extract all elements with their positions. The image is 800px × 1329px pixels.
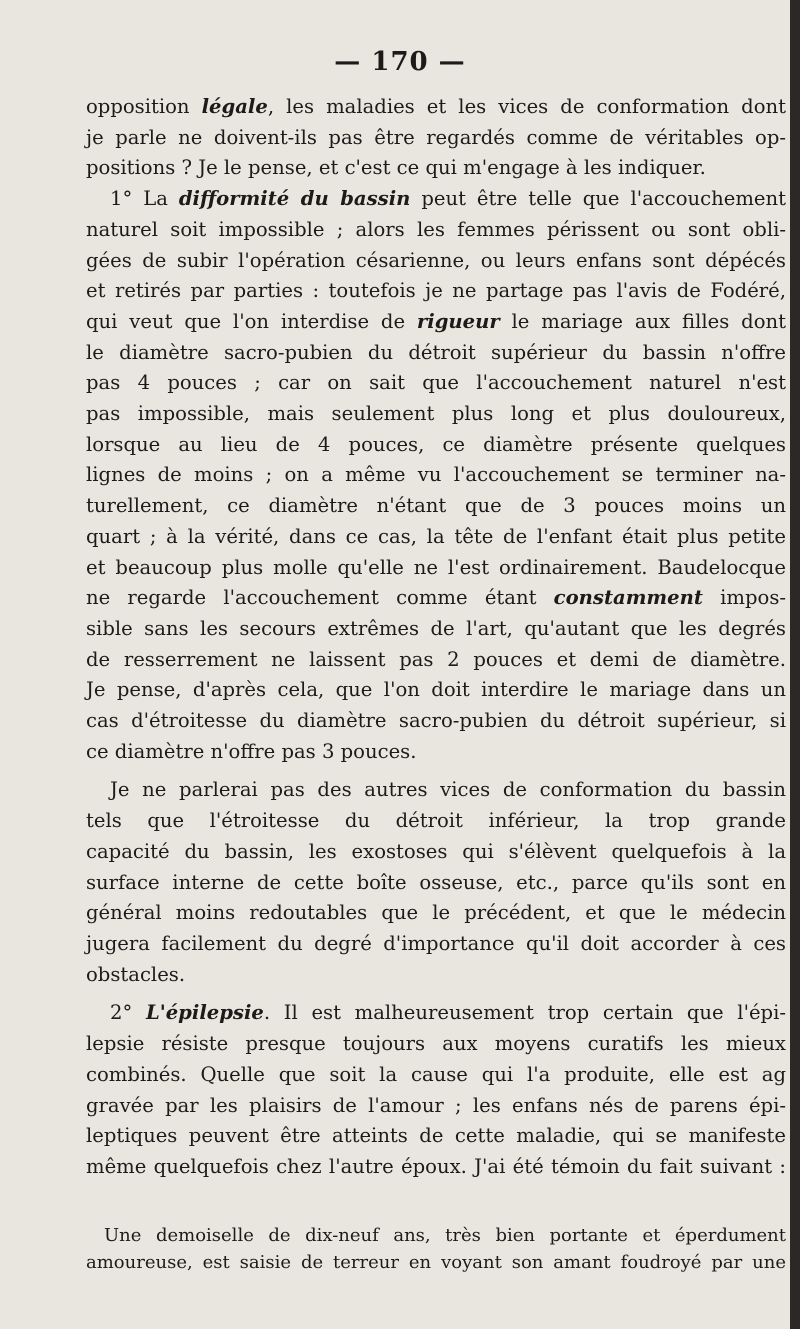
- italic-run: constamment: [553, 586, 703, 610]
- text-run: le diamètre sacro-pubien du détroit supérieur du bassin n'offre: [86, 340, 786, 364]
- text-run: surface interne de cette boîte osseuse, etc., parce qu'ils sont en: [86, 870, 786, 894]
- text-run: le mariage aux filles dont: [499, 309, 787, 333]
- text-line: [86, 645, 786, 676]
- text-run: positions ? Je le pense, et c'est ce qui m'engage à les indiquer.: [86, 156, 706, 180]
- text-line: [86, 307, 786, 338]
- text-line: [86, 153, 786, 184]
- text-line: [86, 368, 786, 399]
- text-line: [86, 1060, 786, 1091]
- text-line: [86, 837, 786, 868]
- text-run: quart ; à la vérité, dans ce cas, la tête de l'enfant était plus petite: [86, 524, 786, 548]
- text-run: lorsque au lieu de 4 pouces, ce diamètre présente quelques: [86, 432, 786, 456]
- text-run: et beaucoup plus molle qu'elle ne l'est ordinairement. Baudelocque: [86, 555, 786, 579]
- text-run: de resserrement ne laissent pas 2 pouces et demi de diamètre.: [86, 647, 786, 671]
- text-line: [86, 276, 786, 307]
- text-line: [86, 338, 786, 369]
- text-run: peut être telle que l'accouchement: [410, 187, 786, 211]
- text-line: [86, 706, 786, 737]
- text-line: [86, 1152, 786, 1183]
- footnote-line: amoureuse, est saisie de terreur en voyant son amant foudroyé par une: [86, 1252, 786, 1273]
- text-run: je parle ne doivent-ils pas être regardés comme de véritables op-: [86, 125, 786, 149]
- text-run: cas d'étroitesse du diamètre sacro-pubien du détroit supérieur, si: [86, 709, 786, 733]
- footnote-line: Une demoiselle de dix-neuf ans, très bien portante et éperdument: [104, 1225, 786, 1246]
- paragraph-gap: [86, 990, 786, 998]
- text-run: , les maladies et les vices de conformation dont: [267, 95, 786, 118]
- text-run: et retirés par parties : toutefois je ne partage pas l'avis de Fodéré,: [86, 279, 786, 303]
- text-line: [86, 460, 786, 491]
- text-run: qui veut que l'on interdise de: [86, 309, 417, 333]
- page-number: — 170 —: [334, 47, 466, 77]
- text-run: tels que l'étroitesse du détroit inférieur, la trop grande: [86, 809, 786, 833]
- text-line: [86, 614, 786, 645]
- text-run: Je pense, d'après cela, que l'on doit interdire le mariage dans un: [86, 678, 786, 702]
- page-edge-shadow: [790, 0, 800, 1329]
- text-run: . Il est malheureusement trop certain que l'épi-: [263, 1001, 786, 1025]
- text-run: Je ne parlerai pas des autres vices de conformation du bassin: [110, 778, 786, 802]
- text-run: combinés. Quelle que soit la cause qui l'a produite, elle est ag: [86, 1062, 786, 1086]
- text-run: opposition: [86, 95, 202, 118]
- text-run: gées de subir l'opération césarienne, ou leurs enfans sont dépécés: [86, 248, 786, 272]
- text-line: [86, 1091, 786, 1122]
- text-line: [86, 491, 786, 522]
- paragraph-gap: [86, 767, 786, 775]
- text-run: naturel soit impossible ; alors les femmes périssent ou sont obli-: [86, 217, 786, 241]
- footnote: [86, 1222, 786, 1276]
- text-line: [86, 583, 786, 614]
- text-line: [86, 868, 786, 899]
- text-line: [86, 929, 786, 960]
- text-run: même quelquefois chez l'autre époux. J'ai été témoin du fait suivant :: [86, 1154, 786, 1178]
- text-run: ce diamètre n'offre pas 3 pouces.: [86, 739, 417, 763]
- text-run: lepsie résiste presque toujours aux moyens curatifs les mieux: [86, 1032, 786, 1056]
- text-run: pas 4 pouces ; car on sait que l'accouchement naturel n'est: [86, 371, 786, 395]
- text-run: 2°: [110, 1001, 146, 1025]
- text-run: impos-: [702, 586, 786, 610]
- text-run: général moins redoutables que le précédent, et que le médecin: [86, 901, 786, 925]
- text-line: [86, 92, 786, 123]
- text-line: [86, 960, 786, 991]
- text-line: [86, 675, 786, 706]
- text-line: [86, 737, 786, 768]
- italic-run: rigueur: [416, 309, 500, 333]
- text-run: obstacles.: [86, 962, 186, 986]
- text-line: [86, 430, 786, 461]
- text-line: [86, 522, 786, 553]
- text-line: [86, 215, 786, 246]
- text-run: turellement, ce diamètre n'étant que de 3 pouces moins un: [86, 494, 786, 518]
- text-line: [86, 399, 786, 430]
- text-line: [86, 1029, 786, 1060]
- text-line: [86, 246, 786, 277]
- text-line: [86, 806, 786, 837]
- text-run: lignes de moins ; on a même vu l'accouchement se terminer na-: [86, 463, 786, 487]
- text-run: pas impossible, mais seulement plus long et plus douloureux,: [86, 402, 786, 426]
- text-run: ne regarde l'accouchement comme étant: [86, 586, 554, 610]
- text-line: [86, 898, 786, 929]
- body-text: [86, 92, 786, 1183]
- text-line: [86, 998, 786, 1029]
- text-line: [86, 775, 786, 806]
- text-line: [86, 1121, 786, 1152]
- text-line: [86, 184, 786, 215]
- text-run: sible sans les secours extrêmes de l'art, qu'autant que les degrés: [86, 616, 786, 640]
- text-run: jugera facilement du degré d'importance qu'il doit accorder à ces: [86, 931, 786, 955]
- text-run: 1° La: [110, 187, 179, 211]
- italic-run: légale: [201, 95, 268, 118]
- text-run: capacité du bassin, les exostoses qui s'élèvent quelquefois à la: [86, 839, 786, 863]
- text-line: [86, 553, 786, 584]
- text-run: gravée par les plaisirs de l'amour ; les enfans nés de parens épi-: [86, 1093, 786, 1117]
- text-run: leptiques peuvent être atteints de cette maladie, qui se manifeste: [86, 1124, 786, 1148]
- italic-run: difformité du bassin: [178, 187, 411, 211]
- italic-run: L'épilepsie: [145, 1001, 264, 1025]
- text-line: [86, 123, 786, 154]
